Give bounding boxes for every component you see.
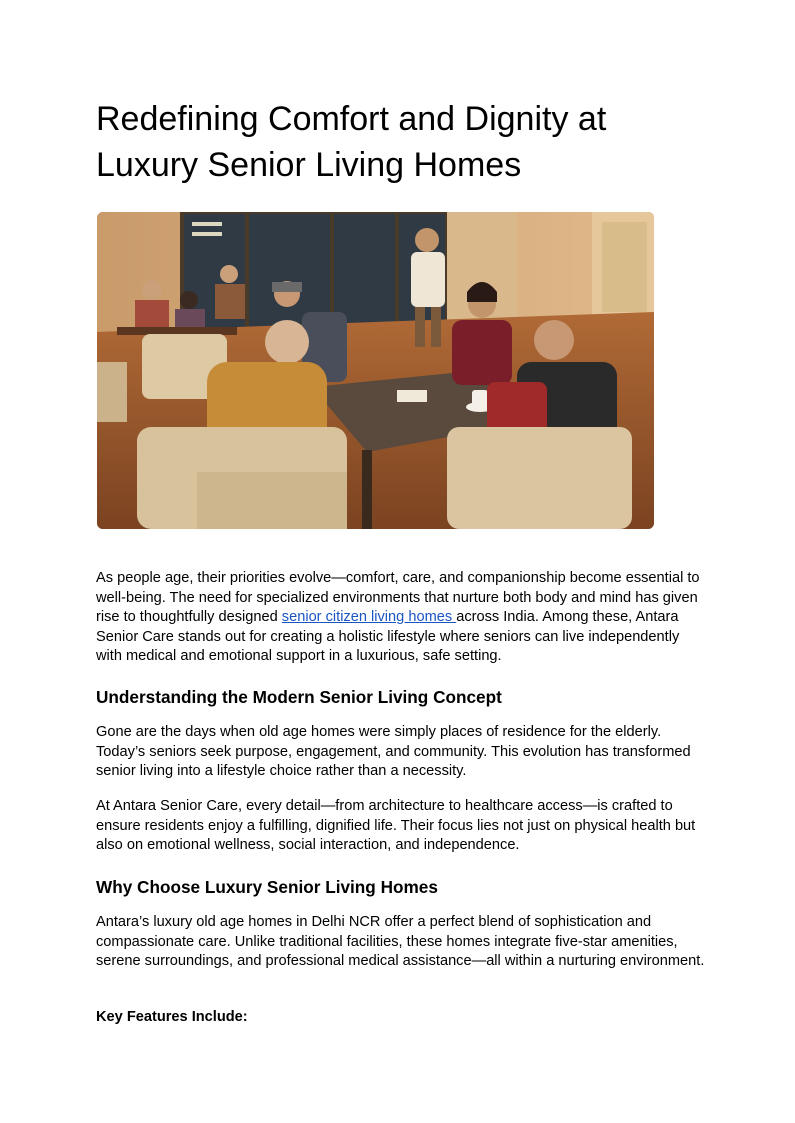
intro-text-before: As people age, their priorities evolve—comfort, care, and companionship become essential to well-being. The need for specialized environments that nurture both body and mind has given rise to thoughtfully designed bbox=[96, 570, 700, 625]
senior-citizen-living-homes-link[interactable]: senior citizen living homes bbox=[281, 609, 457, 625]
intro-text-after: across India. Among these, Antara Senior Care stands out for creating a holistic lifestyle where seniors can live independently with medical and emotional support in a luxurious, safe setting. bbox=[96, 609, 680, 664]
section2-heading: Why Choose Luxury Senior Living Homes bbox=[96, 877, 438, 897]
section1-paragraph-2: At Antara Senior Care, every detail—from architecture to healthcare access—is crafted to ensure residents enjoy a fulfilling, dignified life. Their focus lies not just on physical health but also on emotional wellness, social interaction, and independence. bbox=[96, 798, 696, 853]
page-title: Redefining Comfort and Dignity at Luxury Senior Living Homes bbox=[96, 100, 607, 184]
section1-paragraph-1: Gone are the days when old age homes were simply places of residence for the elderly. Today’s seniors seek purpose, engagement, and community. This evolution has transformed senior living into a lifestyle choice rather than a necessity. bbox=[96, 724, 691, 779]
key-features-label: Key Features Include: bbox=[96, 1009, 248, 1025]
section1-heading: Understanding the Modern Senior Living Concept bbox=[96, 687, 502, 707]
intro-paragraph bbox=[96, 569, 706, 667]
section2-paragraph-1: Antara’s luxury old age homes in Delhi NCR offer a perfect blend of sophistication and compassionate care. Unlike traditional facilities, these homes integrate five-star amenities, serene surroundings, and professional medical assistance—all within a nurturing environment. bbox=[96, 914, 705, 969]
lounge-photo bbox=[97, 212, 654, 529]
